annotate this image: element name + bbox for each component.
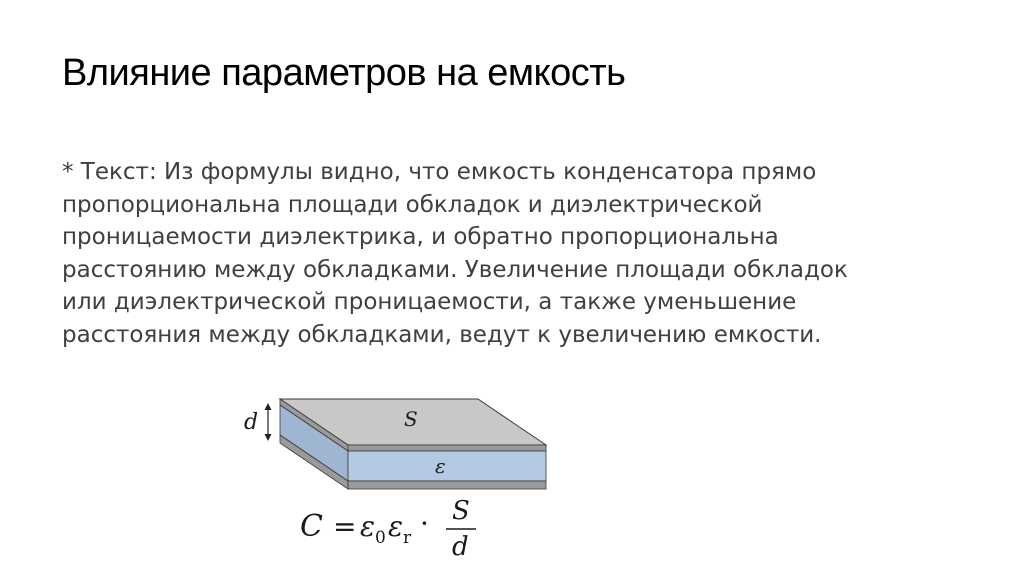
formula-c: C: [300, 509, 323, 544]
formula-equals: =: [333, 510, 357, 543]
top-plate-front-edge: [348, 445, 546, 451]
thickness-arrow-icon: [265, 403, 272, 441]
formula-denominator: d: [452, 532, 469, 562]
dielectric-front-face: [348, 451, 546, 481]
formula-numerator: S: [452, 496, 470, 526]
body-line: или диэлектрической проницаемости, а также уменьшение: [62, 289, 797, 315]
body-line: проницаемости диэлектрика, и обратно пропорциональна: [62, 224, 779, 250]
formula-dot: ·: [420, 507, 429, 540]
formula-epsilonr: ε: [388, 510, 404, 543]
body-line: расстояния между обкладками, ведут к увеличению емкости.: [62, 321, 822, 348]
capacitor-illustration: [236, 393, 556, 568]
capacitor-diagram: [236, 393, 556, 568]
formula-epsilon0: ε: [360, 510, 376, 543]
label-epsilon: ε: [435, 454, 446, 478]
label-d: d: [244, 410, 259, 435]
body-line: расстоянию между обкладками. Увеличение площади обкладок: [62, 256, 848, 283]
slide-body-text: [62, 156, 942, 351]
bottom-plate-front-edge: [348, 481, 546, 489]
formula-epsilonr-sub: r: [403, 528, 412, 548]
body-line: * Текст: Из формулы видно, что емкость конденсатора прямо: [62, 159, 817, 185]
label-s: S: [404, 407, 418, 431]
capacitance-formula: [300, 496, 476, 562]
formula-epsilon0-sub: 0: [375, 528, 386, 548]
slide-title: Влияние параметров на емкость: [62, 52, 626, 94]
body-line: пропорциональна площади обкладок и диэлектрической: [62, 191, 763, 218]
